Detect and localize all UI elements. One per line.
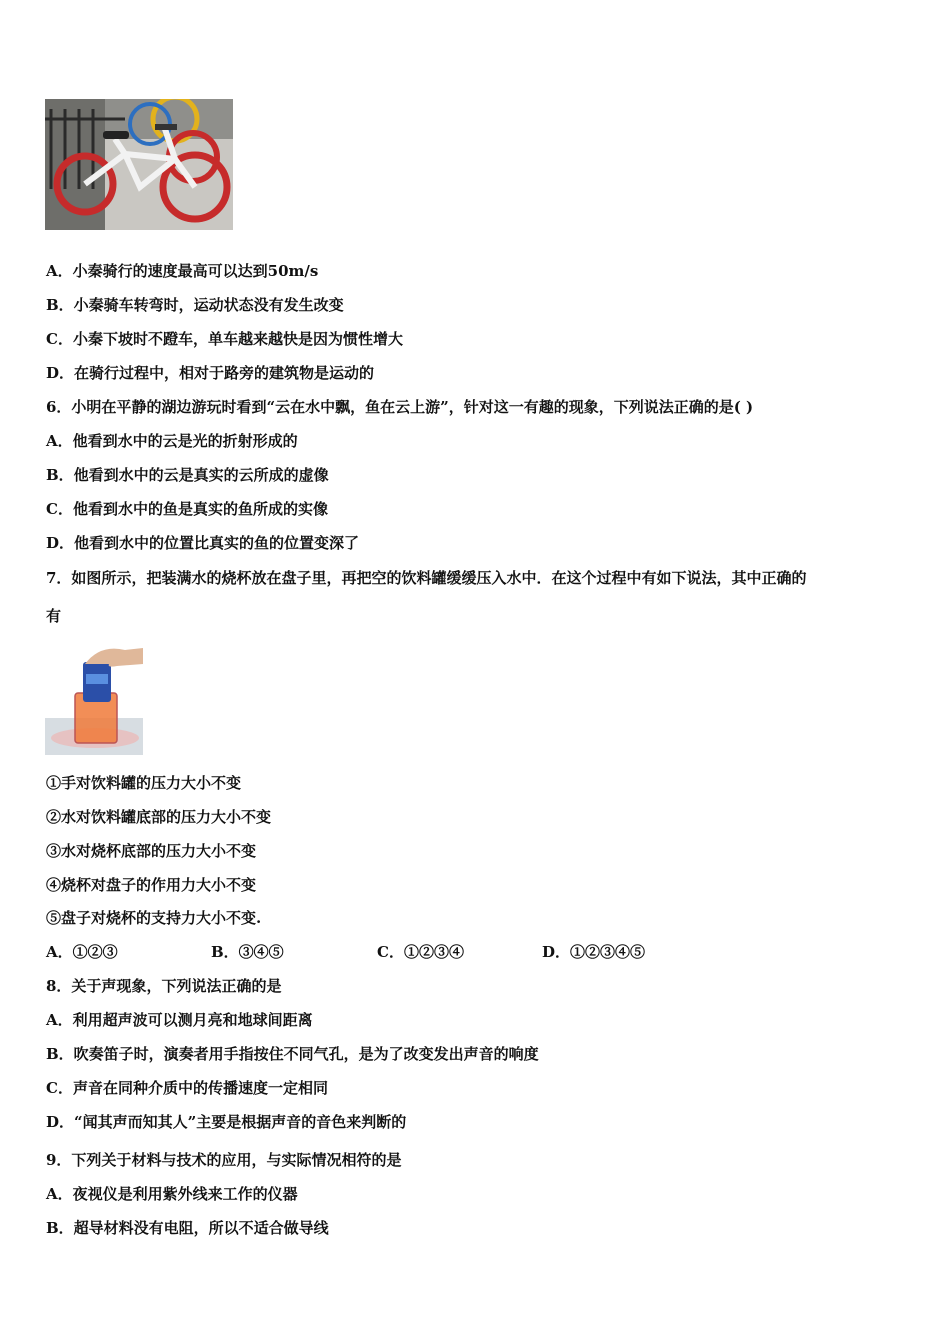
bicycle-drawing [45,99,233,230]
beaker-drawing [45,638,143,755]
q7-option-d: D．①②③④⑤ [542,943,646,961]
q7-stem-line1: 7．如图所示，把装满水的烧杯放在盘子里，再把空的饮料罐缓缓压入水中．在这个过程中有如下说法，其中正确的 [46,569,807,587]
q7-statement-2: ②水对饮料罐底部的压力大小不变 [46,808,272,826]
q5-option-d: D．在骑行过程中，相对于路旁的建筑物是运动的 [46,364,375,382]
q7-stem-line2: 有 [46,607,62,625]
q7-option-a: A．①②③ [46,943,118,961]
q6-option-c: C．他看到水中的鱼是真实的鱼所成的实像 [46,500,328,518]
q7-statement-4: ④烧杯对盘子的作用力大小不变 [46,876,257,894]
beaker-figure [45,638,143,755]
q5-option-b: B．小秦骑车转弯时，运动状态没有发生改变 [46,296,344,314]
q9-option-b: B．超导材料没有电阻，所以不适合做导线 [46,1219,329,1237]
q5-option-a: A．小秦骑行的速度最高可以达到50m/s [46,262,319,280]
q6-option-a: A．他看到水中的云是光的折射形成的 [46,432,298,450]
q6-option-b: B．他看到水中的云是真实的云所成的虚像 [46,466,329,484]
q9-option-a: A．夜视仪是利用紫外线来工作的仪器 [46,1185,298,1203]
q7-statement-3: ③水对烧杯底部的压力大小不变 [46,842,257,860]
q9-stem: 9．下列关于材料与技术的应用，与实际情况相符的是 [46,1151,402,1169]
q7-statement-1: ①手对饮料罐的压力大小不变 [46,774,242,792]
q8-option-a: A．利用超声波可以测月亮和地球间距离 [46,1011,313,1029]
q7-option-c: C．①②③④ [377,943,464,961]
q6-option-d: D．他看到水中的位置比真实的鱼的位置变深了 [46,534,360,552]
q8-option-d: D．“闻其声而知其人”主要是根据声音的音色来判断的 [46,1113,407,1131]
q6-stem: 6．小明在平静的湖边游玩时看到“云在水中飘，鱼在云上游”，针对这一有趣的现象，下列说法正确的是( ) [46,398,754,416]
q8-option-c: C．声音在同种介质中的传播速度一定相同 [46,1079,328,1097]
q7-option-b: B．③④⑤ [211,943,284,961]
q8-option-b: B．吹奏笛子时，演奏者用手指按住不同气孔，是为了改变发出声音的响度 [46,1045,539,1063]
bicycle-figure [45,99,233,230]
q7-statement-5: ⑤盘子对烧杯的支持力大小不变. [46,909,262,927]
q8-stem: 8．关于声现象，下列说法正确的是 [46,977,282,995]
q5-option-c: C．小秦下坡时不蹬车，单车越来越快是因为惯性增大 [46,330,403,348]
